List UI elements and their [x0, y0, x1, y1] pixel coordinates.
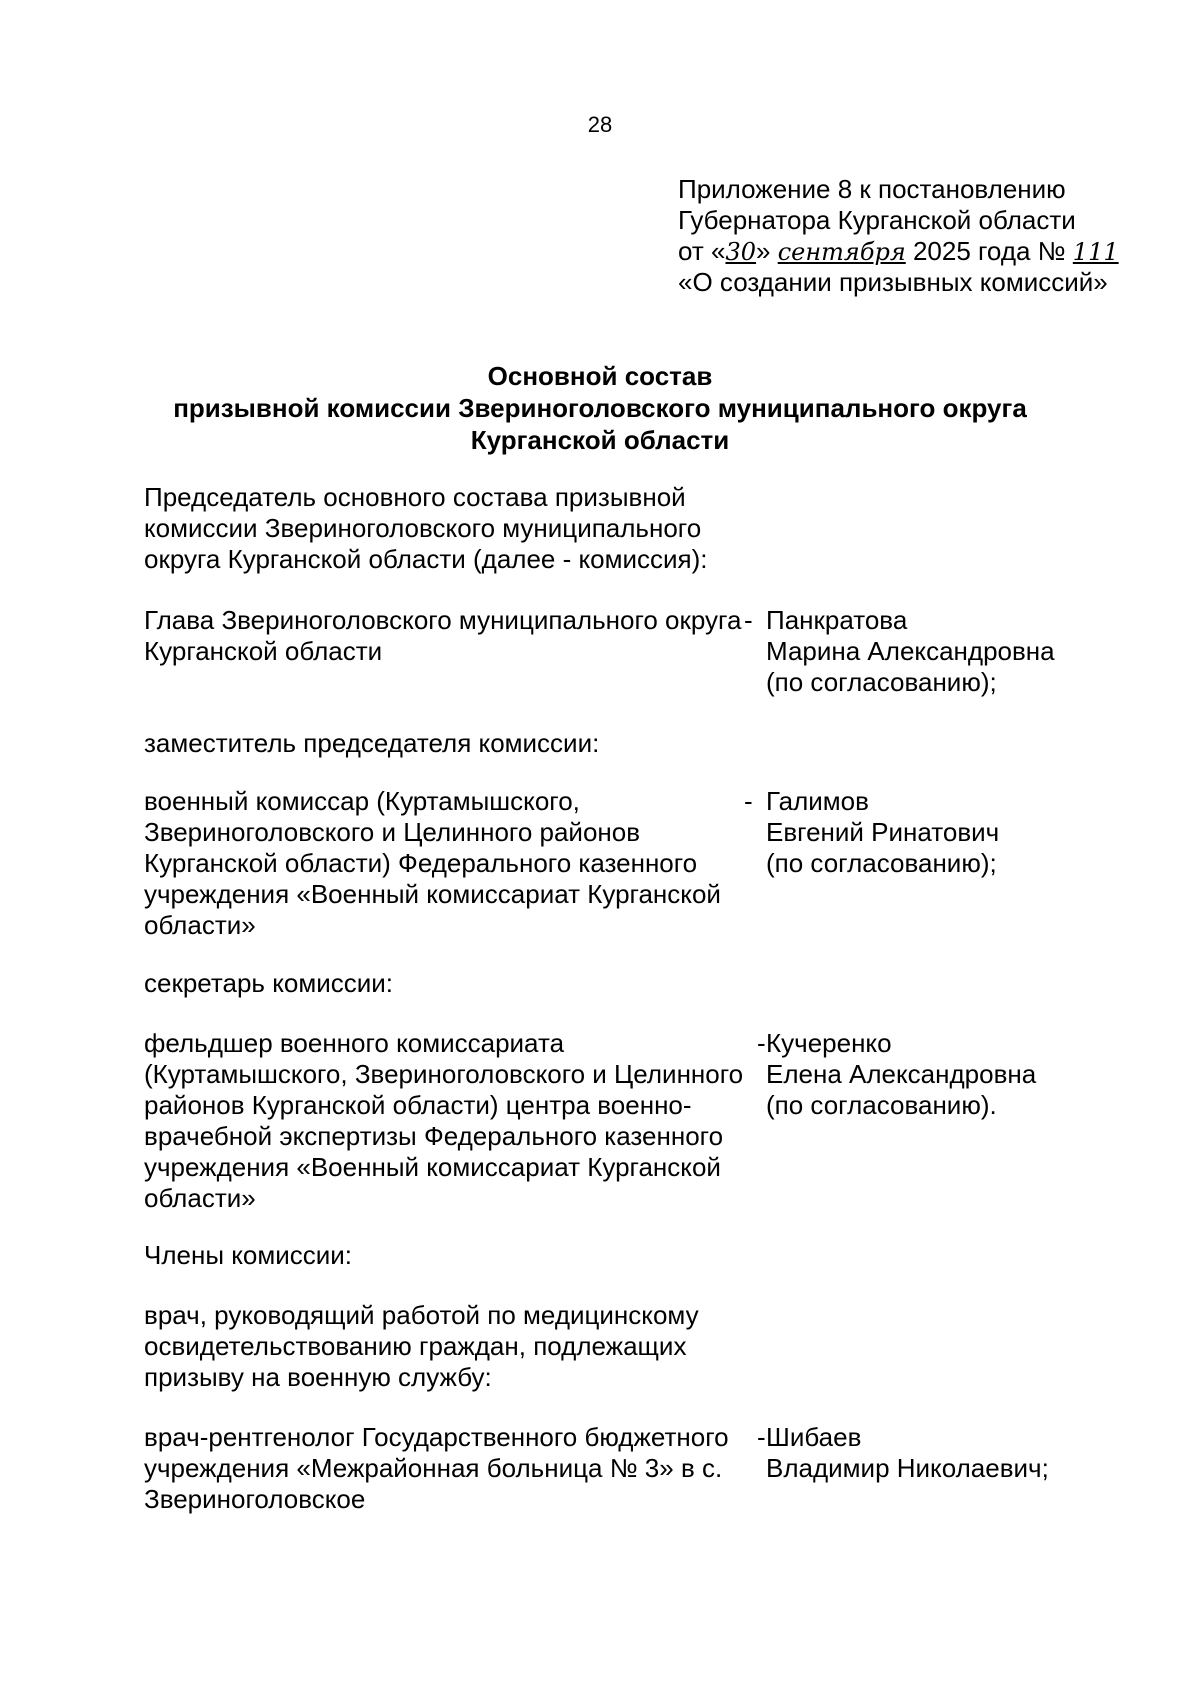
text-line: Звериноголовское: [144, 1484, 366, 1514]
text-line: учреждения «Военный комиссариат Курганской: [144, 1152, 721, 1182]
text-line: области»: [144, 910, 256, 940]
chair-name: [766, 605, 1055, 698]
deputy-header: заместитель председателя комиссии:: [144, 728, 600, 758]
members-header: Члены комиссии:: [144, 1240, 353, 1270]
handwritten-day: 30: [725, 238, 757, 266]
appendix-line: Губернатора Курганской области: [678, 205, 1076, 235]
text-line: Шибаев: [766, 1422, 862, 1452]
chair-header: [144, 482, 707, 575]
dash: -: [744, 786, 753, 816]
handwritten-month: сентября: [777, 238, 906, 266]
secretary-name: [766, 1028, 1036, 1121]
chair-position: [144, 605, 741, 667]
text-line: призыву на военную службу:: [144, 1362, 492, 1392]
text-line: врач-рентгенолог Государственного бюджетного: [144, 1422, 729, 1452]
text-line: освидетельствованию граждан, подлежащих: [144, 1331, 687, 1361]
text-line: Курганской области: [144, 636, 383, 666]
text-line: Курганской области) Федерального казенного: [144, 848, 698, 878]
appendix-line: Приложение 8 к постановлению: [678, 174, 1066, 204]
text-line: (по согласованию);: [766, 667, 997, 697]
doctor-position: [144, 1422, 729, 1515]
date-year: 2025 года №: [905, 236, 1073, 266]
text-line: комиссии Звериноголовского муниципального: [144, 513, 702, 543]
text-line: Владимир Николаевич;: [766, 1453, 1049, 1483]
title-line: Основной состав: [487, 361, 713, 391]
handwritten-number: 111: [1072, 238, 1119, 266]
dash: -: [757, 1028, 766, 1058]
secretary-header: секретарь комиссии:: [144, 968, 393, 998]
text-line: районов Курганской области) центра военно-: [144, 1090, 692, 1120]
text-line: Кучеренко: [766, 1028, 892, 1058]
doctor-header: [144, 1300, 699, 1393]
text-line: фельдшер военного комиссариата: [144, 1028, 565, 1058]
appendix-line: «О создании призывных комиссий»: [678, 267, 1108, 297]
text-line: (по согласованию).: [766, 1090, 997, 1120]
dash: -: [757, 1422, 766, 1452]
text-line: области»: [144, 1183, 256, 1213]
text-line: врачебной экспертизы Федерального казенного: [144, 1121, 724, 1151]
text-line: Глава Звериноголовского муниципального округа: [144, 605, 742, 635]
text-line: (Куртамышского, Звериноголовского и Целинного: [144, 1059, 744, 1089]
title-line: Курганской области: [470, 425, 730, 455]
text-line: Галимов: [766, 786, 869, 816]
date-prefix: от «: [678, 236, 726, 266]
text-line: Панкратова: [766, 605, 908, 635]
document-title: [0, 360, 1200, 456]
text-line: (по согласованию);: [766, 848, 997, 878]
appendix-date-line: [678, 236, 1119, 267]
appendix-header: [678, 174, 1119, 298]
date-mid: »: [756, 236, 778, 266]
deputy-name: [766, 786, 999, 879]
text-line: учреждения «Межрайонная больница № 3» в с.: [144, 1453, 723, 1483]
secretary-position: [144, 1028, 743, 1214]
page-number: 28: [587, 112, 613, 137]
text-line: врач, руководящий работой по медицинскому: [144, 1300, 699, 1330]
deputy-position: [144, 786, 721, 941]
text-line: Елена Александровна: [766, 1059, 1037, 1089]
text-line: учреждения «Военный комиссариат Курганской: [144, 879, 721, 909]
text-line: Евгений Ринатович: [766, 817, 1000, 847]
text-line: Председатель основного состава призывной: [144, 482, 686, 512]
dash: -: [744, 605, 753, 635]
text-line: Марина Александровна: [766, 636, 1055, 666]
text-line: военный комиссар (Куртамышского,: [144, 786, 580, 816]
text-line: Звериноголовского и Целинного районов: [144, 817, 641, 847]
title-line: призывной комиссии Звериноголовского муниципального округа: [173, 393, 1027, 423]
text-line: округа Курганской области (далее - комиссия):: [144, 544, 708, 574]
doctor-name: [766, 1422, 1049, 1484]
